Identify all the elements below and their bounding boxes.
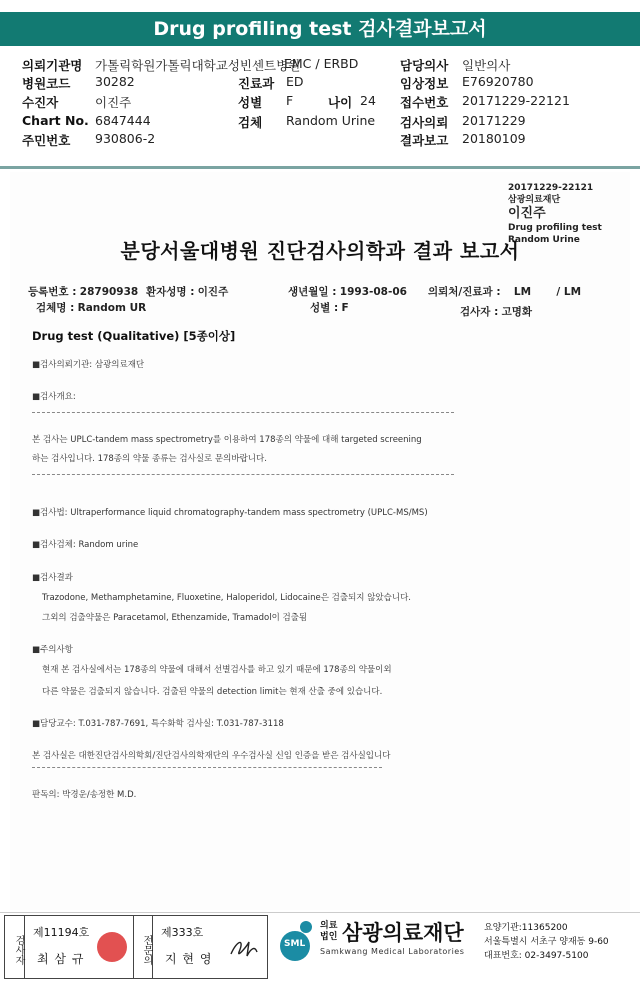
label-age: 나이	[328, 95, 353, 110]
org-code: 요양기관:11365200	[484, 923, 568, 933]
dob-info	[288, 284, 407, 299]
value-clinic: ED	[286, 74, 304, 89]
label-clinical-info: 임상정보	[400, 76, 449, 91]
org-prefix-1: 의료	[320, 921, 338, 931]
spec-label: 검체명 :	[36, 302, 75, 314]
registration-info	[28, 284, 138, 299]
label-clinic: 진료과	[238, 76, 275, 91]
value-hospital-code: 30282	[95, 74, 135, 89]
sex-value: F	[341, 302, 349, 314]
sml-logo-icon	[280, 931, 310, 961]
report-line-7: ■검사결과	[32, 573, 73, 583]
value-department: EMC / ERBD	[284, 56, 359, 71]
report-line-2: ■검사개요:	[32, 392, 76, 402]
report-line-13: ■담당교수: T.031-787-7691, 특수화학 검사실: T.031-787-3118	[32, 719, 284, 729]
label-report-date: 결과보고	[400, 133, 449, 148]
specialist-name: 지 현 영	[165, 952, 213, 966]
value-specimen: Random Urine	[286, 113, 376, 128]
test-subtitle: Drug test (Qualitative) [5종이상]	[32, 329, 236, 343]
specialist-license: 제333호	[161, 926, 204, 939]
report-line-15: 판독의: 박경운/송정한 M.D.	[32, 790, 137, 800]
org-prefix-2: 법인	[320, 932, 338, 942]
label-receipt-no: 접수번호	[400, 95, 449, 110]
label-doctor: 담당의사	[400, 58, 449, 73]
logo-dot-icon	[300, 921, 312, 933]
label-request-date: 검사의뢰	[400, 115, 449, 130]
org-prefix	[320, 921, 337, 943]
value-request-date: 20171229	[462, 113, 526, 128]
signature-box	[4, 915, 268, 979]
stamp-line-5: Random Urine	[508, 235, 580, 245]
examiner-value: 고명화	[501, 306, 533, 318]
report-line-6: ■검사검체: Random urine	[32, 540, 139, 550]
document-title: 분당서울대병원 진단검사의학과 결과 보고서	[120, 239, 520, 263]
report-line-11: 현재 본 검사실에서는 178종의 약물에 대해서 선별검사를 하고 있기 때문에 178종의 약물이외	[42, 665, 392, 675]
signature	[227, 932, 261, 962]
report-line-10: ■주의사항	[32, 645, 73, 655]
label-resident-no: 주민번호	[22, 133, 71, 148]
report-line-9: 그외의 검출약물은 Paracetamol, Ethenzamide, Tramadol이 검출됨	[42, 613, 308, 623]
examiner-info	[460, 304, 532, 319]
report-line-5: ■검사법: Ultraperformance liquid chromatography-tandem mass spectrometry (UPLC-MS/MS)	[32, 508, 428, 518]
dept-value-2: / LM	[556, 286, 582, 298]
org-english: Samkwang Medical Laboratories	[320, 947, 465, 956]
stamp-line-2: 삼광의료재단	[508, 195, 561, 205]
label-sex: 성별	[238, 95, 263, 110]
report-line-14: 본 검사실은 대한진단검사의학회/진단검사의학재단의 우수검사실 신임 인증을 받은 검사실입니다	[32, 751, 391, 761]
stamp-line-1: 20171229-22121	[508, 183, 594, 193]
report-line-4: 하는 검사입니다. 178종의 약물 종류는 검사실로 문의바랍니다.	[32, 454, 267, 464]
report-line-12: 다른 약물은 검출되지 않습니다. 검출된 약물의 detection limit는 현재 산출 중에 있습니다.	[42, 687, 383, 697]
dob-value: 1993-08-06	[339, 286, 407, 298]
reg-value: 28790938	[79, 286, 139, 298]
value-resident-no: 930806-2	[95, 131, 156, 146]
label-patient: 수진자	[22, 95, 59, 110]
label-institution: 의뢰기관명	[22, 58, 83, 73]
value-receipt-no: 20171229-22121	[462, 93, 570, 108]
dept-label: 의뢰처/진료과 :	[428, 286, 501, 298]
org-name: 삼광의료재단	[342, 921, 464, 945]
value-doctor: 일반의사	[462, 58, 511, 73]
dob-label: 생년월일 :	[288, 286, 337, 298]
label-chart-no: Chart No.	[22, 113, 89, 128]
reg-label: 등록번호 :	[28, 286, 77, 298]
dashed-rule-1	[32, 412, 454, 413]
examiner-name: 최 삼 규	[37, 952, 85, 966]
examiner-seal	[97, 932, 127, 962]
report-header	[0, 50, 640, 162]
value-age: 24	[360, 93, 376, 108]
patient-name-info	[146, 284, 228, 299]
report-line-3: 본 검사는 UPLC-tandem mass spectrometry를 이용하여 178종의 약물에 대해 targeted screening	[32, 435, 422, 445]
value-clinical-info: E76920780	[462, 74, 534, 89]
report-line-1: ■검사의뢰기관: 삼광의료재단	[32, 360, 145, 370]
stamp-line-3: 이진주	[508, 206, 546, 221]
dashed-rule-3	[32, 767, 382, 768]
name-value: 이진주	[197, 286, 229, 298]
sex-info	[310, 300, 349, 315]
sml-text: SML	[284, 939, 306, 949]
sex-label: 성별 :	[310, 302, 339, 314]
specialist-cell-label: 전문의	[133, 916, 153, 978]
report-line-8: Trazodone, Methamphetamine, Fluoxetine, Haloperidol, Lidocaine은 검출되지 않았습니다.	[42, 593, 411, 603]
specimen-info	[36, 300, 146, 315]
examiner-license: 제11194호	[33, 926, 90, 939]
dept-value: LM	[513, 286, 532, 298]
value-report-date: 20180109	[462, 131, 526, 146]
dashed-rule-2	[32, 474, 454, 475]
name-label: 환자성명 :	[146, 286, 195, 298]
header-divider	[0, 166, 640, 169]
value-patient: 이진주	[95, 95, 132, 110]
value-sex: F	[286, 93, 294, 108]
examiner-label: 검사자 :	[460, 306, 499, 318]
org-phone: 대표번호: 02-3497-5100	[484, 951, 589, 961]
dept-info	[428, 284, 581, 299]
examiner-cell-label: 검사자	[5, 916, 25, 978]
report-title: Drug profiling test 검사결과보고서	[0, 12, 640, 46]
org-contact	[484, 921, 609, 963]
stamp-line-4: Drug profiling test	[508, 223, 602, 233]
value-institution: 가톨릭학원가톨릭대학교성빈센트병원	[95, 58, 301, 73]
org-address: 서울특별시 서초구 양재동 9-60	[484, 937, 609, 947]
footer	[0, 912, 640, 981]
spec-value: Random UR	[77, 302, 147, 314]
label-specimen: 검체	[238, 115, 263, 130]
label-hospital-code: 병원코드	[22, 76, 71, 91]
value-chart-no: 6847444	[95, 113, 151, 128]
